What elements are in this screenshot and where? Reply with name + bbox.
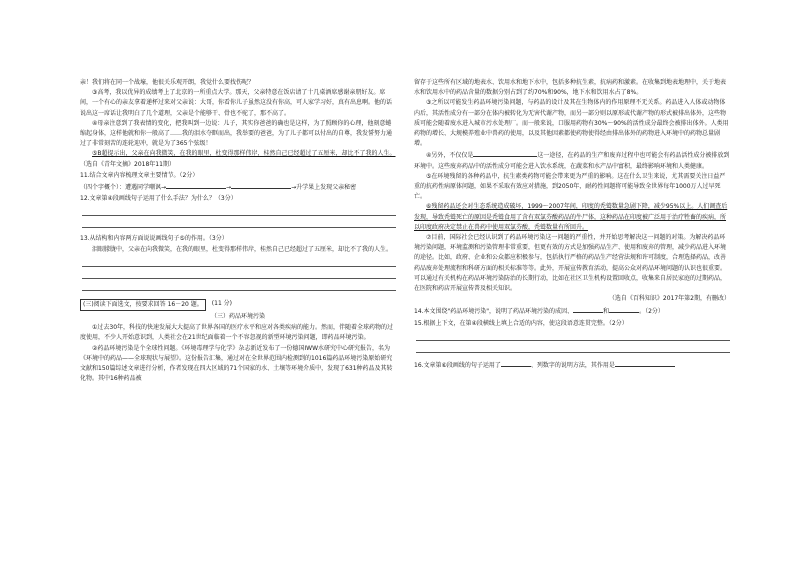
source-citation: （选自《青年文摘》2018年11期） [80, 160, 175, 168]
question-12: 12.文章第④段画线句子运用了什么手法？为什么？（3分） [80, 195, 237, 203]
answer-blank-2[interactable] [231, 181, 291, 189]
paragraph-5: ⑤B超提示出，父亲在向我微笑，在我的眼里，杜变得那样伟岸，桂然自己已经超过了五厘米，却比不了我的人生。 [92, 150, 396, 158]
fill-blank[interactable] [473, 149, 537, 157]
section-instruction: (三)阅读下面选文，按要求回答 16－20 题。 [80, 299, 206, 311]
flow-start: （四个字概个）：遭遇同学嘲讽→ [80, 184, 167, 192]
left-column [80, 78, 396, 384]
flow-arrow: → [226, 184, 232, 192]
flow-end: →升学果上发现父亲秘密 [291, 184, 357, 192]
section-header [80, 299, 396, 311]
question-14-text: 14.本文围绕"药品环境污染"，说明了药品环境污染的成因、 [414, 308, 574, 316]
article-paragraph-1: ①过去30年，科技的快速发展大大提高了世界各国的医疗水平和应对各类疾病的能力。然而，伴随着全球药物的过度使用，不少人开始意识到，人类社会在21世纪面临着一个不容忽视的新型环境污染问题，即药品环境污染。 [80, 324, 394, 342]
question-13: 13.从结构和内容两方面说说画线句子⑤的作用。（3分） [80, 235, 228, 243]
right-column [414, 78, 730, 371]
question-11: 11.结合文章内容梳理文章主要情节。（2分） [80, 171, 199, 179]
p4-start: ④另外，不仅仅是 [426, 152, 474, 160]
question-16-end: 、列数字的说明方法，其作用是 [530, 361, 615, 369]
article-paragraph-2: ②药品环境污染是个全球性问题。《环境毒理学与化学》杂志新近发布了一份德国IWW水研究中心研究报告，名为《环境中的药品——全球现状与展望》。这份报告汇集，通过对在全世界范围内检测到的1016篇药品环境污染原始研究文献和150篇综述文章进行分析，作者发现在四大区域的71个国家的水、土壤等环境介质中，发现了631种药品及其转化物。其中16种药品被 [80, 344, 393, 383]
question-16 [414, 359, 730, 371]
question-11-flow [80, 181, 396, 193]
answer-blank[interactable] [609, 305, 639, 313]
answer-line[interactable] [82, 255, 396, 267]
answer-line[interactable] [82, 279, 396, 291]
p4-end: 这一途径，在药品的生产和废弃过程中也可能会有药品活性成分被排放到环境中。这些废弃药品中的活性成分可能会进入饮水系统，在蔬菜和水产品中富积，最终影响环境和人类健康。 [414, 152, 730, 170]
question-16-text: 16.文章第⑥段画线的句子运用了 [414, 361, 501, 369]
answer-blank[interactable] [573, 305, 603, 313]
article-source: （选自《百科知识》2017年第2期，有删改） [608, 295, 730, 303]
answer-line[interactable] [82, 267, 396, 279]
answer-blank-1[interactable] [166, 181, 226, 189]
article-paragraph-6: ⑥残留药品还会对生态系统造成破坏，1999～2007年间，印度的秃鹫数量急剧下降，减少95%以上。人们调查后发现，导致秃鹫死亡的原因是秃鹫食用了含有双氯芬酸药品的牛尸体，这种药品在印度被广泛用于治疗牲畜的疾病，所以印度政府决定禁止在兽药中使用双氯芬酸，秃鹫数量有所回升。 [414, 203, 728, 231]
answer-line[interactable] [82, 204, 396, 216]
paragraph-4: ④母亲注意到了我表情的变化，把我叫到一边说：儿子，其实你爸爸的确也是这样，为了照顾你的心理，他刻意蜷缩起身体，这样他就和你一般高了……我的泪水夺眶而出，我举要的爸爸，为了儿子都可以付出的自尊，我发誓努力通过了非常刻苦的连轮迎冲，就是为了365个弦级！ [80, 119, 393, 148]
question-13-quote: 泪眼朦胧中，父亲在向我微笑，在我的眼里，杜变得那样伟岸，桂然自己已经超过了五厘米，却比不了我的人生。 [92, 245, 393, 253]
question-14 [414, 305, 730, 317]
article-title: （三）药品环境污染 [210, 313, 265, 321]
question-14-score: 。（2分） [639, 308, 664, 316]
answer-line[interactable] [82, 216, 396, 228]
article-paragraph-2-cont: 留存于这些所有区域的地表水、饮用水和地下水中，包括多种抗生素，抗病药和激素。在收集到地表地理中，关于地表水和饮用水中的药品含量的数据分别占到了约70%和90%，地下水和饮用水占了8%。 [414, 79, 727, 97]
answer-blank[interactable] [501, 359, 531, 367]
section-score: (11 分) [211, 299, 233, 307]
article-paragraph-3: ③之所以可能发生药品环境污染问题，与药品的设计及其在生物体内的作用原理不无关系。药品进入人体或动物体内后，其活性成分有一部分在体内被转化为无害代谢产物，而另一部分则以原形或代谢产物的形式被排出体外，这些物质可能会随着废水进入城市污水处理厂。而一般来说，口服用药物有30%～90%的活性成分最终会被排出体外。人类用药物的增长、大规模养殖业中兽药的使用，以及其他因素都使药物使得经由排出体外的药物进入环境中的药物总量剧增。 [414, 99, 729, 148]
answer-blank[interactable] [615, 359, 675, 367]
paragraph-intro: 亲！我们将在同一个战壕，他很关乐观开朗，我觉什么要找伤呢？ [80, 79, 255, 86]
article-paragraph-4 [414, 149, 730, 171]
article-paragraph-7: ⑦目前，国际社会已经认识到了药品环境污染这一问题的严重性，并开始思考解决这一问题的对策。为解决药品环境污染问题，环境监测和污染管理非常重要，但更有效的方式是加强药品生产、使用和废弃的管理，减少药品进入环境的途径。比如，政府、企业和公众都应积极参与，包括执行严格的药品生产经营法规和许可制度，合理选择药品，改善药品废弃处理流程和科研方面的相关标准等等。此外，开展宣传教育活动，提高公众对药品环境问题的认识也很重要。可以通过有关机构在药品环境污染防治的长期行动，比如在社区卫生机构设置回收点，收集来自居民家庭的过期药品，在医院和药店开展宣传普及相关知识。 [414, 234, 727, 293]
article-paragraph-5: ⑤在环境残留的各种药品中，抗生素类药物可能会带来更为严重的影响。这在什么卫生来说，尤其需要关注日益严重的抗药性病原体问题，如果不采取有效应对措施，到2050年，耐药性问题将可能导致全世界每年1000万人过早死亡。 [414, 172, 726, 201]
question-15: 15.根据上下文，在第④段横线上填上合适的内容，使这段语意连贯完整。（2分） [414, 319, 628, 327]
answer-line[interactable] [416, 329, 730, 341]
question-14-and: 和 [603, 308, 610, 316]
paragraph-3: ③高考，我以优异的成绩考上了北京的一所重点大学。那天，父亲特意在饭店请了十几桌酒席感谢亲朋好友。席间，一个有心的亲友拿着递杯过来对父亲说：大哥，你看你儿子虽然这没有你高，可人家学习好，真有出息啊。他的话说出这一席话让我明白了几个道理，父亲是个能够干、骨也不驼了，那不高了。 [80, 89, 393, 117]
answer-line[interactable] [416, 341, 730, 353]
